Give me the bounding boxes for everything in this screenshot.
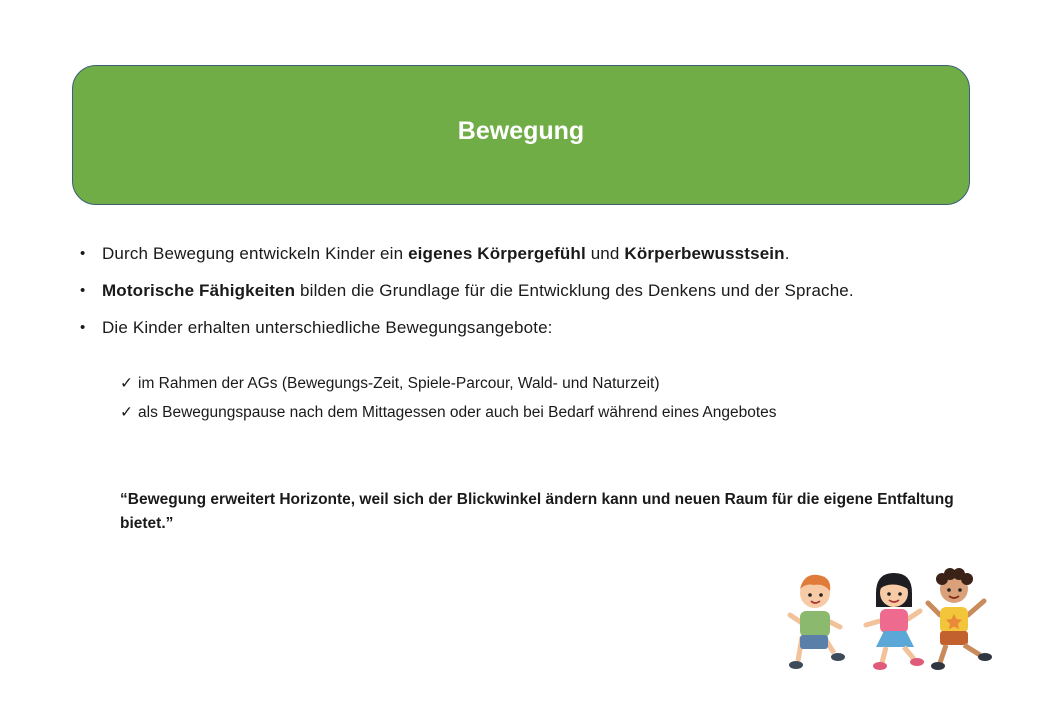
bullet-dot: • [80, 245, 86, 262]
bullet-text: . [784, 244, 790, 263]
kid-boy-green-shirt [789, 575, 845, 669]
bullet-item [80, 314, 1000, 351]
page-title: Bewegung [457, 116, 585, 145]
bullet-text: Die Kinder erhalten unterschiedliche Bewegungsangebote: [102, 318, 553, 337]
bullet-item [80, 277, 1000, 314]
check-list [120, 372, 777, 430]
bullet-bold-text: eigenes Körpergefühl [408, 244, 586, 263]
running-kids-illustration [780, 565, 1005, 680]
check-item [120, 372, 777, 401]
bullet-dot: • [80, 282, 86, 299]
check-item [120, 401, 777, 430]
quote: “Bewegung erweitert Horizonte, weil sich der Blickwinkel ändern kann und neuen Raum für die eigene Entfaltung bietet.” [120, 491, 954, 532]
bullet-text: und [585, 244, 625, 263]
bullet-bold-text: Motorische Fähigkeiten [102, 281, 296, 300]
check-text: im Rahmen der AGs (Bewegungs-Zeit, Spiele-Parcour, Wald- und Naturzeit) [138, 375, 660, 392]
bullet-item [80, 240, 1000, 277]
check-text: als Bewegungspause nach dem Mittagessen oder auch bei Bedarf während eines Angebotes [138, 404, 777, 421]
title-banner [72, 65, 970, 205]
checkmark-icon: ✓ [120, 404, 133, 421]
bullet-text: Durch Bewegung entwickeln Kinder ein [102, 244, 409, 263]
bullet-list [80, 240, 1000, 351]
checkmark-icon: ✓ [120, 375, 133, 392]
bullet-dot: • [80, 319, 86, 336]
bullet-bold-text: Körperbewusstsein [624, 244, 785, 263]
kid-boy-yellow-shirt [928, 568, 992, 670]
bullet-text: bilden die Grundlage für die Entwicklung des Denkens und der Sprache. [295, 281, 854, 300]
kid-girl-pink-shirt [866, 573, 924, 670]
